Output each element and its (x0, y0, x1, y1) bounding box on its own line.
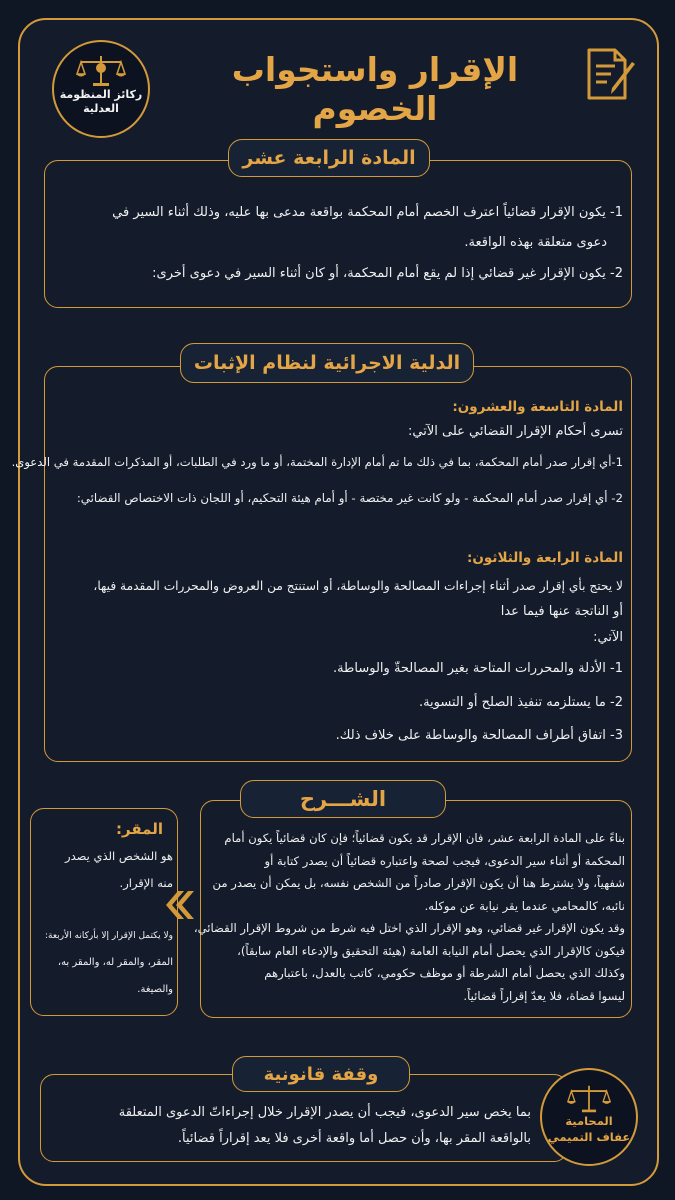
explanation-line: وقد يكون الإقرار غير قضائي، وهو الإقرار الذي اختل فيه شرط من شروط الإقرار القضائي، (193, 921, 625, 935)
explanation-line: شفهياً، ولا يشترط هنا أن يكون الإقرار صادراً من الشخص نفسه، بل يمكن أن يصدر من (212, 876, 625, 890)
explanation-text (193, 827, 625, 1007)
article-34-title: المادة الرابعة والثلاثون: (466, 550, 623, 566)
article-14-heading: المادة الرابعة عشر (228, 139, 430, 177)
logo-text-line-2: العدلية (83, 102, 119, 116)
logo-text-line-1: ركائز المنظومة (59, 88, 143, 101)
explanation-heading: الشـــرح (240, 780, 446, 818)
author-stamp (540, 1068, 638, 1166)
article-14-item-1: 1- يكون الإقرار قضائياً اعترف الخصم أمام المحكمة بواقعة مدعى بها عليه، وذلك أثناء السير في (112, 205, 623, 220)
article-34-paragraph-2: أو الناتجة عنها فيما عدا (500, 604, 623, 619)
explanation-line: بناءً على المادة الرابعة عشر، فان الإقرار قد يكون قضائياً؛ فإن كان قضائياً يكون أمام (224, 831, 625, 845)
article-34-paragraph-1: لا يحتج بأي إقرار صدر أثناء إجراءات المصالحة والوساطة، أو استنتج من العروض والمحررات المقدمة فيها، (93, 579, 623, 593)
explanation-line: وكذلك الذي يحصل أمام الشرطة أو موظف حكومي، كاتب بالعدل، باعتبارهم (264, 966, 625, 980)
article-29-title: المادة التاسعة والعشرون: (452, 399, 623, 415)
double-chevron-icon (164, 885, 196, 925)
explanation-line: ليسوا قضاة، فلا يعدّ إقراراً قضائياً. (463, 988, 625, 1003)
article-34-item-3: 3- اتفاق أطراف المصالحة والوساطة على خلاف ذلك. (335, 728, 623, 743)
definition-text-2: منه الإقرار. (119, 876, 173, 890)
article-14-item-2: 2- يكون الإقرار غير قضائي إذا لم يقع أمام المحكمة، أو كان أثناء السير في دعوى أخرى: (152, 266, 623, 281)
scales-of-justice-icon (564, 1084, 614, 1114)
article-34-paragraph-3: الآتي: (593, 630, 623, 645)
article-34-item-2: 2- ما يستلزمه تنفيذ الصلح أو التسوية. (418, 695, 623, 710)
definition-title: المقر: (116, 820, 163, 838)
definition-note-3: والصيغة. (137, 984, 173, 995)
author-name: عفاف التميمي (547, 1129, 631, 1144)
definition-note-1: ولا يكتمل الإقرار إلا بأركانه الأربعة: (44, 931, 173, 941)
regulations-heading: الدلية الاجرائية لنظام الإثبات (180, 343, 474, 383)
explanation-line: المحكمة أو أثناء سير الدعوى، فيجب لصحة واعتباره قضائياً أن يصدر كتابة أو (264, 853, 625, 868)
article-14-item-1-continued: دعوى متعلقة بهذه الواقعة. (464, 235, 607, 250)
author-title: المحامية (565, 1114, 613, 1128)
article-29-item-1: 1-أي إقرار صدر أمام المحكمة، بما في ذلك ما تم أمام الإدارة المختمة، أو ما ورد في الطلبات، أو المذكرات المقدمة في الدعوى. (11, 455, 623, 469)
explanation-line: فيكون كالإقرار الذي يحصل أمام النيابة العامة (هيئة التحقيق والإدعاء العام سابقاً)، (237, 943, 625, 958)
legal-note-line-1: بما يخص سير الدعوى، فيجب أن يصدر الإقرار خلال إجراءاتّ الدعوى المتعلقة (118, 1105, 531, 1120)
article-29-intro: تسرى أحكام الإقرار القضائي على الآتي: (408, 424, 623, 439)
legal-note-line-2: بالواقعة المقر بها، وأن حصل أما واقعة أخرى فلا يعد إقراراً قضائياً. (177, 1131, 531, 1146)
definition-note-2: المقر، والمقر له، والمقر به، (57, 957, 173, 968)
legal-note-heading: وقفة قانونية (232, 1056, 410, 1092)
article-34-item-1: 1- الأدلة والمحررات المتاحة بغير المصالحةّ والوساطة. (332, 661, 623, 676)
definition-text-1: هو الشخص الذي يصدر (65, 849, 173, 863)
organization-logo (52, 40, 150, 138)
document-edit-icon (581, 44, 641, 104)
article-29-item-2: 2- أي إقرار صدر أمام المحكمة - ولو كانت غير مختصة - أو أمام هيئة التحكيم، أو اللجان ذات الاختصاص القضائي: (76, 491, 623, 505)
explanation-line: نائبه، كالمحامي عندما يقر نيابة عن موكله. (424, 898, 625, 913)
page-title: الإقرار واستجواب الخصوم (231, 50, 519, 128)
scales-of-justice-icon (73, 54, 129, 88)
